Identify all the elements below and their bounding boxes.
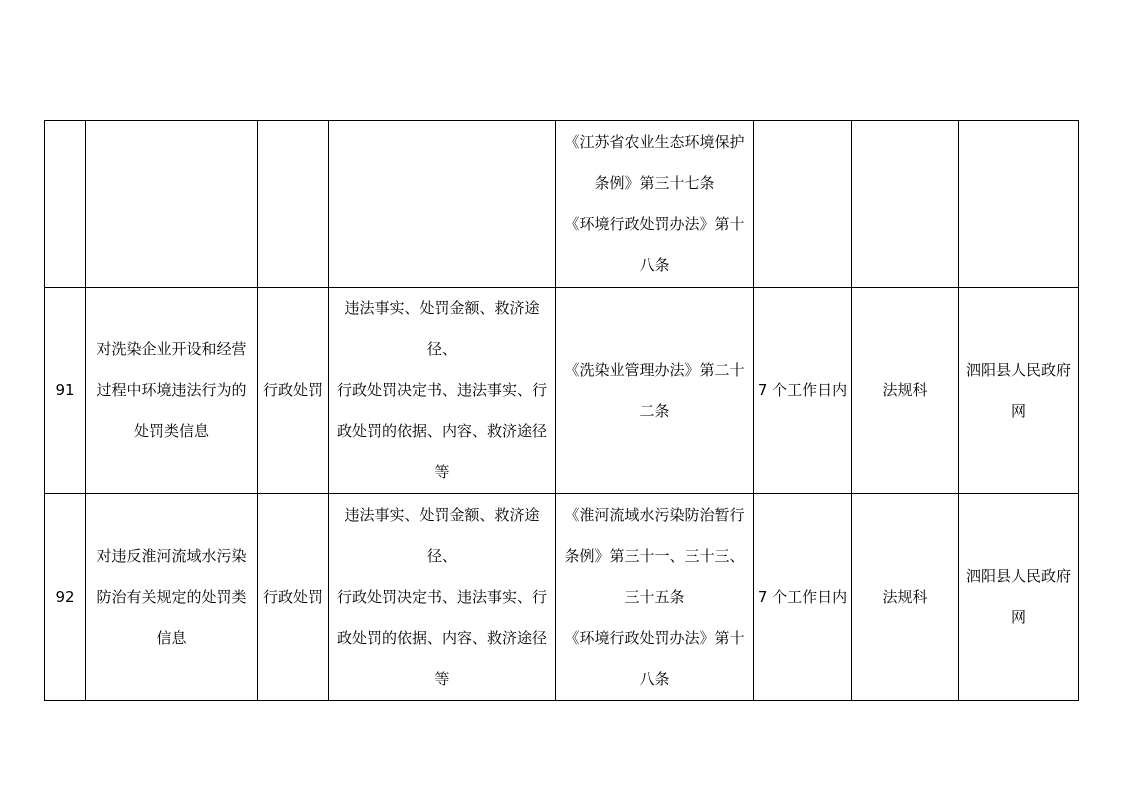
- item-line: 防治有关规定的处罚类: [96, 587, 247, 606]
- basis-line: 《环境行政处罚办法》第十: [564, 628, 745, 647]
- cell-item: [86, 288, 258, 494]
- item-line: 过程中环境违法行为的: [96, 381, 247, 399]
- cell-no: 91: [45, 288, 86, 494]
- item-line: 对违反淮河流域水污染: [96, 546, 247, 565]
- cell-category: [258, 121, 329, 288]
- cell-basis: [556, 288, 754, 494]
- disclosure-table: [44, 120, 1079, 701]
- cell-deadline: 7 个工作日内: [754, 494, 852, 701]
- item-line: 处罚类信息: [133, 422, 209, 440]
- cell-channel: [959, 288, 1079, 494]
- cell-basis: [556, 121, 754, 288]
- basis-line: 《洗染业管理办法》第二十: [564, 360, 745, 379]
- basis-line: 八条: [639, 669, 670, 688]
- content-line: 政处罚的依据、内容、救济途径: [336, 422, 547, 440]
- cell-deadline: 7 个工作日内: [754, 288, 852, 494]
- cell-no: 92: [45, 494, 86, 701]
- cell-item: [86, 494, 258, 701]
- basis-line: 三十五条: [624, 587, 685, 606]
- item-line: 信息: [156, 628, 187, 647]
- channel-line: 网: [1010, 608, 1026, 626]
- cell-channel: [959, 494, 1079, 701]
- basis-line: 二条: [639, 401, 670, 420]
- basis-line: 条例》第三十七条: [594, 174, 715, 192]
- content-line: 政处罚的依据、内容、救济途径: [336, 628, 547, 647]
- cell-department: 法规科: [852, 288, 959, 494]
- basis-line: 八条: [639, 256, 670, 274]
- content-line: 行政处罚决定书、违法事实、行: [336, 381, 547, 399]
- cell-department: [852, 121, 959, 288]
- cell-channel: [959, 121, 1079, 288]
- cell-item: [86, 121, 258, 288]
- table-row: [45, 121, 1079, 288]
- content-line: 等: [434, 463, 450, 481]
- item-line: 对洗染企业开设和经营: [96, 340, 247, 358]
- basis-line: 《环境行政处罚办法》第十: [564, 215, 745, 233]
- cell-department: 法规科: [852, 494, 959, 701]
- cell-category: 行政处罚: [258, 494, 329, 701]
- channel-line: 泗阳县人民政府: [965, 567, 1071, 585]
- cell-basis: [556, 494, 754, 701]
- table-row: [45, 288, 1079, 494]
- basis-line: 《淮河流域水污染防治暂行: [564, 505, 745, 524]
- basis-line: 条例》第三十一、三十三、: [564, 546, 745, 565]
- content-line: 违法事实、处罚金额、救济途径、: [344, 299, 540, 358]
- basis-line: 《江苏省农业生态环境保护: [564, 133, 745, 151]
- table-row: [45, 494, 1079, 701]
- cell-deadline: [754, 121, 852, 288]
- channel-line: 网: [1010, 401, 1026, 420]
- cell-content: [329, 288, 556, 494]
- content-line: 违法事实、处罚金额、救济途径、: [344, 505, 540, 565]
- cell-content: [329, 494, 556, 701]
- cell-no: [45, 121, 86, 288]
- content-line: 等: [434, 669, 450, 688]
- content-line: 行政处罚决定书、违法事实、行: [336, 587, 547, 606]
- cell-content: [329, 121, 556, 288]
- channel-line: 泗阳县人民政府: [965, 360, 1071, 379]
- cell-category: 行政处罚: [258, 288, 329, 494]
